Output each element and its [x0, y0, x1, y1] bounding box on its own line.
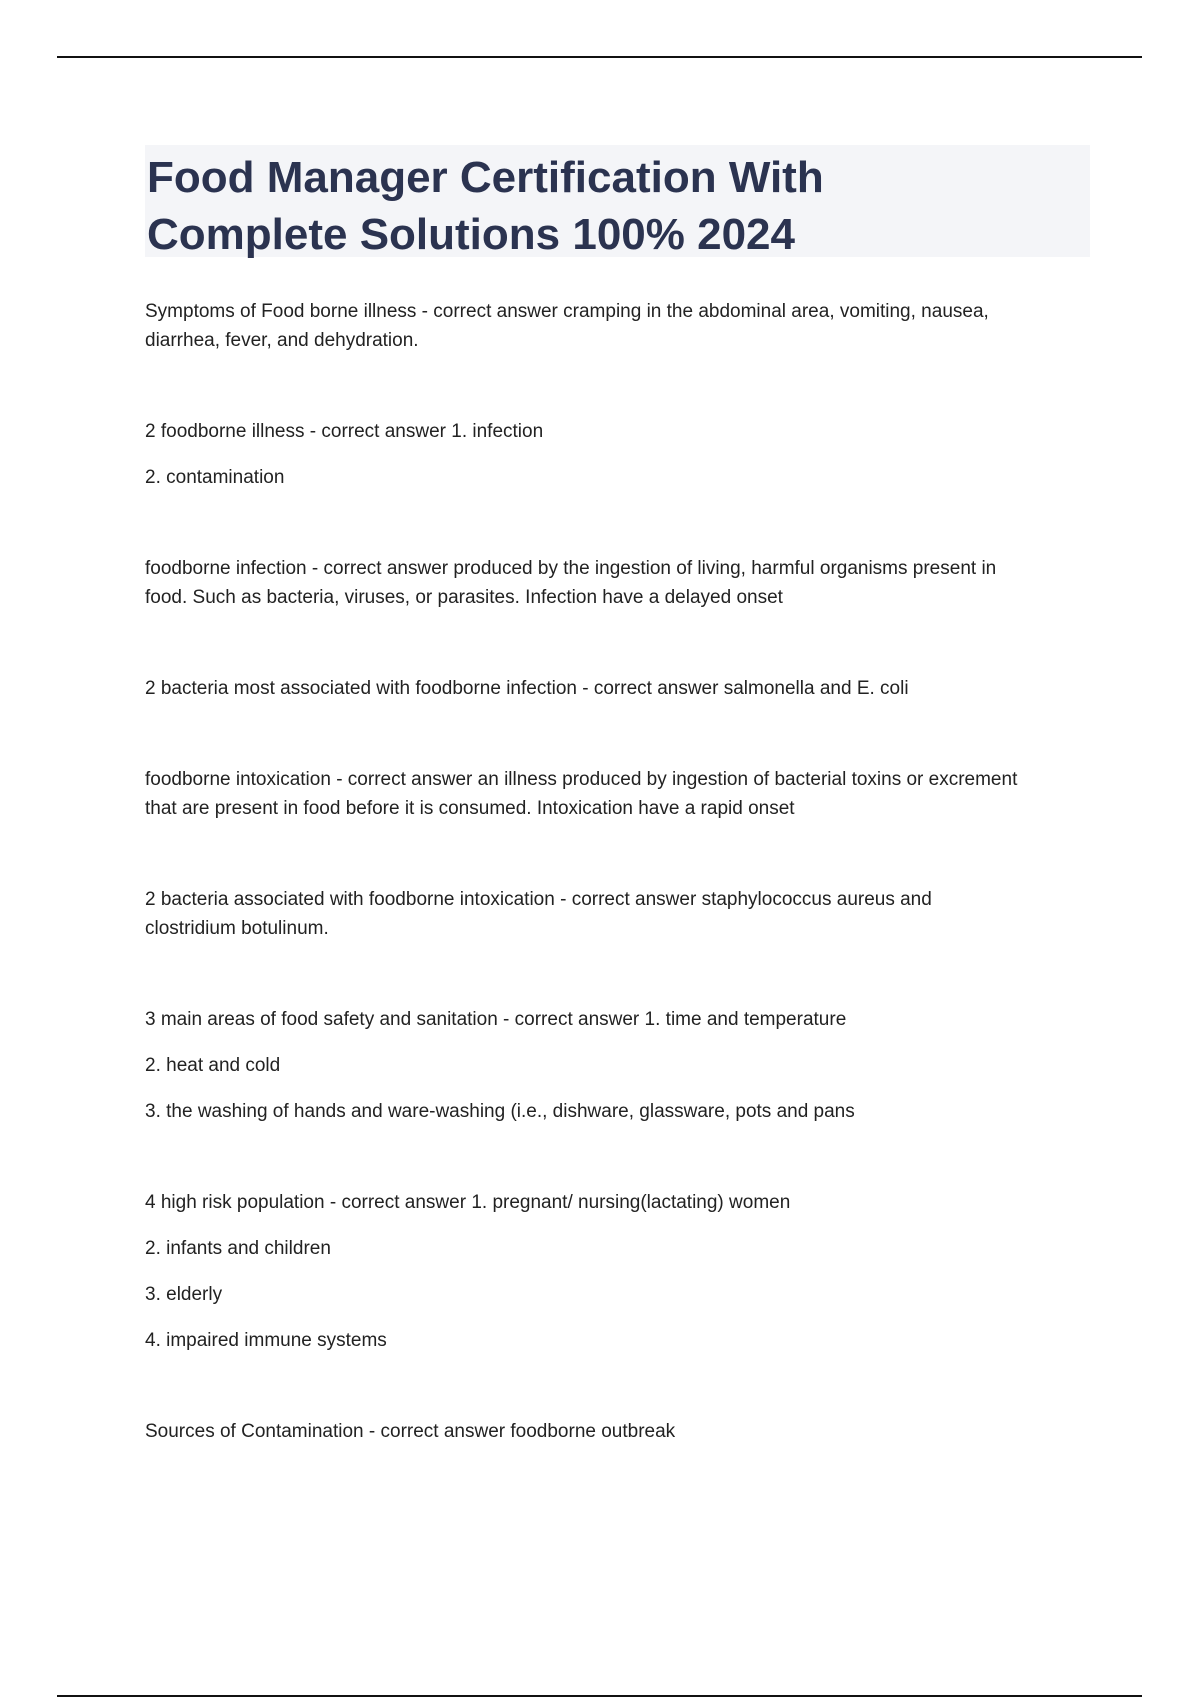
qa-line: 2 bacteria most associated with foodborne infection - correct answer salmonella and E. coli	[145, 678, 909, 699]
qa-list-item: 4. impaired immune systems	[145, 1330, 387, 1351]
qa-line: Symptoms of Food borne illness - correct answer cramping in the abdominal area, vomiting, nausea,	[145, 301, 989, 322]
qa-list-item: 2. infants and children	[145, 1238, 331, 1259]
qa-entry-foodborne-infection	[145, 554, 1095, 612]
qa-content	[145, 297, 1095, 1508]
qa-line: that are present in food before it is consumed. Intoxication have a rapid onset	[145, 798, 795, 819]
top-rule	[57, 56, 1142, 58]
qa-line: food. Such as bacteria, viruses, or parasites. Infection have a delayed onset	[145, 587, 783, 608]
qa-line: 2 bacteria associated with foodborne intoxication - correct answer staphylococcus aureus and	[145, 889, 932, 910]
qa-line: foodborne infection - correct answer produced by the ingestion of living, harmful organisms present in	[145, 558, 997, 579]
qa-entry-sources-of-contamination	[145, 1417, 1095, 1446]
qa-list-item: 3. the washing of hands and ware-washing (i.e., dishware, glassware, pots and pans	[145, 1101, 855, 1122]
qa-line: foodborne intoxication - correct answer an illness produced by ingestion of bacterial toxins or excrement	[145, 769, 1018, 790]
qa-entry-infection-bacteria	[145, 674, 1095, 703]
qa-entry-intoxication-bacteria	[145, 885, 1095, 943]
qa-line: Sources of Contamination - correct answer foodborne outbreak	[145, 1421, 676, 1442]
qa-line: clostridium botulinum.	[145, 918, 329, 939]
qa-line: 4 high risk population - correct answer 1. pregnant/ nursing(lactating) women	[145, 1192, 791, 1213]
qa-line: diarrhea, fever, and dehydration.	[145, 330, 419, 351]
qa-line: 2 foodborne illness - correct answer 1. infection	[145, 421, 544, 442]
qa-entry-foodborne-intoxication	[145, 765, 1095, 823]
qa-list-item: 2. heat and cold	[145, 1055, 281, 1076]
qa-list-item: 2. contamination	[145, 467, 285, 488]
title-block	[145, 145, 1090, 257]
qa-entry-high-risk-population	[145, 1188, 1095, 1355]
qa-list-item: 3. elderly	[145, 1284, 223, 1305]
document-title	[147, 149, 1088, 263]
bottom-rule	[57, 1695, 1142, 1697]
qa-line: 3 main areas of food safety and sanitation - correct answer 1. time and temperature	[145, 1009, 847, 1030]
title-line-1: Food Manager Certification With	[147, 153, 824, 202]
qa-entry-symptoms	[145, 297, 1095, 355]
qa-entry-food-safety-areas	[145, 1005, 1095, 1126]
qa-entry-foodborne-illness	[145, 417, 1095, 492]
title-line-2: Complete Solutions 100% 2024	[147, 210, 795, 259]
